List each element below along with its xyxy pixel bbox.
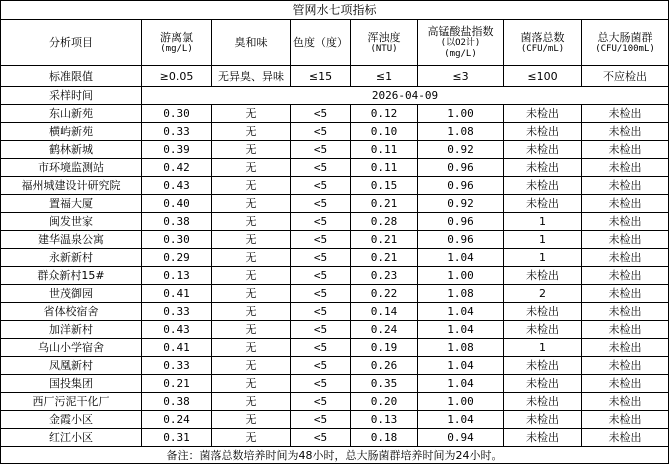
color-cell: <5 <box>291 285 351 303</box>
bacteria-cell: 2 <box>504 285 582 303</box>
site-cell: 世茂御园 <box>1 285 142 303</box>
bacteria-cell: 未检出 <box>504 141 582 159</box>
site-cell: 建华温泉公寓 <box>1 231 142 249</box>
chlorine-cell: 0.43 <box>142 321 212 339</box>
odor-cell: 无 <box>212 231 291 249</box>
coliform-cell: 未检出 <box>582 177 669 195</box>
color-cell: <5 <box>291 429 351 447</box>
site-cell: 横屿新苑 <box>1 123 142 141</box>
header-turbidity-unit: (NTU) <box>370 43 398 54</box>
chlorine-cell: 0.33 <box>142 123 212 141</box>
chlorine-cell: 0.24 <box>142 411 212 429</box>
site-cell: 乌山小学宿舍 <box>1 339 142 357</box>
header-color: 色度（度） <box>291 20 351 66</box>
color-cell: <5 <box>291 267 351 285</box>
site-cell: 凤凰新村 <box>1 357 142 375</box>
turbidity-cell: 0.21 <box>351 231 418 249</box>
header-site: 分析项目 <box>1 20 142 66</box>
coliform-cell: 未检出 <box>582 195 669 213</box>
color-cell: <5 <box>291 375 351 393</box>
turbidity-cell: 0.26 <box>351 357 418 375</box>
permanganate-cell: 0.96 <box>418 177 504 195</box>
chlorine-cell: 0.13 <box>142 267 212 285</box>
table-row <box>1 429 669 447</box>
chlorine-cell: 0.41 <box>142 285 212 303</box>
permanganate-cell: 1.00 <box>418 105 504 123</box>
color-cell: <5 <box>291 141 351 159</box>
color-cell: <5 <box>291 195 351 213</box>
color-cell: <5 <box>291 123 351 141</box>
turbidity-cell: 0.10 <box>351 123 418 141</box>
permanganate-cell: 1.08 <box>418 123 504 141</box>
turbidity-cell: 0.11 <box>351 159 418 177</box>
table-row <box>1 213 669 231</box>
site-cell: 加洋新村 <box>1 321 142 339</box>
site-cell: 西厂污泥干化厂 <box>1 393 142 411</box>
odor-cell: 无 <box>212 429 291 447</box>
color-cell: <5 <box>291 231 351 249</box>
table-row <box>1 375 669 393</box>
site-cell: 群众新村15# <box>1 267 142 285</box>
color-cell: <5 <box>291 411 351 429</box>
permanganate-cell: 1.04 <box>418 321 504 339</box>
table-row <box>1 285 669 303</box>
coliform-cell: 未检出 <box>582 411 669 429</box>
table-row <box>1 195 669 213</box>
turbidity-cell: 0.11 <box>351 141 418 159</box>
standard-bacteria: ≤100 <box>504 66 582 87</box>
odor-cell: 无 <box>212 375 291 393</box>
standard-row <box>1 66 669 87</box>
header-bacteria-unit: (CFU/mL) <box>520 43 565 54</box>
coliform-cell: 未检出 <box>582 339 669 357</box>
chlorine-cell: 0.33 <box>142 357 212 375</box>
permanganate-cell: 1.04 <box>418 249 504 267</box>
table-row <box>1 177 669 195</box>
permanganate-cell: 1.00 <box>418 267 504 285</box>
site-cell: 闽发世家 <box>1 213 142 231</box>
turbidity-cell: 0.35 <box>351 375 418 393</box>
table-row <box>1 303 669 321</box>
permanganate-cell: 1.08 <box>418 339 504 357</box>
turbidity-cell: 0.21 <box>351 249 418 267</box>
site-cell: 福州城建设计研究院 <box>1 177 142 195</box>
chlorine-cell: 0.40 <box>142 195 212 213</box>
odor-cell: 无 <box>212 141 291 159</box>
bacteria-cell: 未检出 <box>504 393 582 411</box>
bacteria-cell: 未检出 <box>504 429 582 447</box>
table-row <box>1 339 669 357</box>
turbidity-cell: 0.20 <box>351 393 418 411</box>
chlorine-cell: 0.21 <box>142 375 212 393</box>
coliform-cell: 未检出 <box>582 105 669 123</box>
table-row <box>1 321 669 339</box>
permanganate-cell: 1.04 <box>418 411 504 429</box>
header-chlorine-unit: (mg/L) <box>160 43 193 54</box>
table-title: 管网水七项指标 <box>1 1 669 20</box>
header-bacteria-label: 菌落总数 <box>520 30 565 44</box>
table-row <box>1 231 669 249</box>
header-permanganate-label: 高锰酸盐指数 <box>427 25 494 38</box>
permanganate-cell: 0.96 <box>418 213 504 231</box>
table-row <box>1 411 669 429</box>
header-chlorine-label: 游离氯 <box>160 30 193 44</box>
odor-cell: 无 <box>212 195 291 213</box>
odor-cell: 无 <box>212 303 291 321</box>
odor-cell: 无 <box>212 393 291 411</box>
bacteria-cell: 未检出 <box>504 411 582 429</box>
site-cell: 金霞小区 <box>1 411 142 429</box>
chlorine-cell: 0.38 <box>142 213 212 231</box>
color-cell: <5 <box>291 357 351 375</box>
table-row <box>1 357 669 375</box>
bacteria-cell: 未检出 <box>504 159 582 177</box>
bacteria-cell: 未检出 <box>504 303 582 321</box>
table-row <box>1 159 669 177</box>
coliform-cell: 未检出 <box>582 375 669 393</box>
coliform-cell: 未检出 <box>582 303 669 321</box>
chlorine-cell: 0.30 <box>142 105 212 123</box>
odor-cell: 无 <box>212 321 291 339</box>
standard-permanganate: ≤3 <box>418 66 504 87</box>
turbidity-cell: 0.18 <box>351 429 418 447</box>
bacteria-cell: 未检出 <box>504 177 582 195</box>
table-row <box>1 393 669 411</box>
header-permanganate-sub: (以O2计) <box>440 38 481 48</box>
coliform-cell: 未检出 <box>582 231 669 249</box>
bacteria-cell: 未检出 <box>504 267 582 285</box>
table-row <box>1 249 669 267</box>
bacteria-cell: 未检出 <box>504 321 582 339</box>
bacteria-cell: 未检出 <box>504 195 582 213</box>
sampling-label: 采样时间 <box>1 87 142 105</box>
standard-label: 标准限值 <box>1 66 142 87</box>
odor-cell: 无 <box>212 285 291 303</box>
permanganate-cell: 0.92 <box>418 195 504 213</box>
permanganate-cell: 1.04 <box>418 303 504 321</box>
title-row <box>1 1 669 20</box>
header-chlorine <box>142 20 212 66</box>
bacteria-cell: 未检出 <box>504 123 582 141</box>
header-permanganate <box>418 20 504 66</box>
bacteria-cell: 未检出 <box>504 357 582 375</box>
site-cell: 市环境监测站 <box>1 159 142 177</box>
chlorine-cell: 0.42 <box>142 159 212 177</box>
color-cell: <5 <box>291 303 351 321</box>
sampling-date: 2026-04-09 <box>142 87 669 105</box>
bacteria-cell: 1 <box>504 339 582 357</box>
coliform-cell: 未检出 <box>582 123 669 141</box>
site-cell: 置福大厦 <box>1 195 142 213</box>
bacteria-cell: 1 <box>504 231 582 249</box>
odor-cell: 无 <box>212 339 291 357</box>
coliform-cell: 未检出 <box>582 393 669 411</box>
chlorine-cell: 0.41 <box>142 339 212 357</box>
chlorine-cell: 0.33 <box>142 303 212 321</box>
permanganate-cell: 0.96 <box>418 159 504 177</box>
site-cell: 鹤林新城 <box>1 141 142 159</box>
header-permanganate-unit: (mg/L) <box>444 49 477 59</box>
turbidity-cell: 0.19 <box>351 339 418 357</box>
coliform-cell: 未检出 <box>582 321 669 339</box>
header-odor: 臭和味 <box>212 20 291 66</box>
site-cell: 永新新村 <box>1 249 142 267</box>
odor-cell: 无 <box>212 105 291 123</box>
site-cell: 省体校宿舍 <box>1 303 142 321</box>
odor-cell: 无 <box>212 411 291 429</box>
coliform-cell: 未检出 <box>582 213 669 231</box>
color-cell: <5 <box>291 213 351 231</box>
permanganate-cell: 1.04 <box>418 357 504 375</box>
header-coliform-label: 总大肠菌群 <box>597 30 653 44</box>
odor-cell: 无 <box>212 213 291 231</box>
coliform-cell: 未检出 <box>582 357 669 375</box>
turbidity-cell: 0.21 <box>351 195 418 213</box>
odor-cell: 无 <box>212 249 291 267</box>
color-cell: <5 <box>291 339 351 357</box>
odor-cell: 无 <box>212 177 291 195</box>
permanganate-cell: 1.08 <box>418 285 504 303</box>
permanganate-cell: 0.94 <box>418 429 504 447</box>
site-cell: 国投集团 <box>1 375 142 393</box>
coliform-cell: 未检出 <box>582 141 669 159</box>
odor-cell: 无 <box>212 159 291 177</box>
color-cell: <5 <box>291 321 351 339</box>
coliform-cell: 未检出 <box>582 429 669 447</box>
turbidity-cell: 0.24 <box>351 321 418 339</box>
coliform-cell: 未检出 <box>582 285 669 303</box>
permanganate-cell: 1.04 <box>418 375 504 393</box>
color-cell: <5 <box>291 249 351 267</box>
bacteria-cell: 1 <box>504 249 582 267</box>
table-note: 备注：菌落总数培养时间为48小时，总大肠菌群培养时间为24小时。 <box>1 447 669 464</box>
coliform-cell: 未检出 <box>582 267 669 285</box>
bacteria-cell: 未检出 <box>504 375 582 393</box>
standard-odor: 无异臭、异味 <box>212 66 291 87</box>
header-coliform <box>582 20 669 66</box>
coliform-cell: 未检出 <box>582 249 669 267</box>
chlorine-cell: 0.39 <box>142 141 212 159</box>
chlorine-cell: 0.30 <box>142 231 212 249</box>
turbidity-cell: 0.13 <box>351 411 418 429</box>
color-cell: <5 <box>291 105 351 123</box>
standard-chlorine: ≥0.05 <box>142 66 212 87</box>
table-row <box>1 123 669 141</box>
chlorine-cell: 0.29 <box>142 249 212 267</box>
site-cell: 红江小区 <box>1 429 142 447</box>
table-row <box>1 105 669 123</box>
table-row <box>1 267 669 285</box>
bacteria-cell: 1 <box>504 213 582 231</box>
turbidity-cell: 0.15 <box>351 177 418 195</box>
header-row <box>1 20 669 66</box>
header-turbidity <box>351 20 418 66</box>
turbidity-cell: 0.23 <box>351 267 418 285</box>
turbidity-cell: 0.14 <box>351 303 418 321</box>
color-cell: <5 <box>291 159 351 177</box>
color-cell: <5 <box>291 177 351 195</box>
standard-color: ≤15 <box>291 66 351 87</box>
turbidity-cell: 0.12 <box>351 105 418 123</box>
chlorine-cell: 0.38 <box>142 393 212 411</box>
turbidity-cell: 0.22 <box>351 285 418 303</box>
sampling-row <box>1 87 669 105</box>
odor-cell: 无 <box>212 123 291 141</box>
header-turbidity-label: 浑浊度 <box>367 30 401 44</box>
color-cell: <5 <box>291 393 351 411</box>
chlorine-cell: 0.43 <box>142 177 212 195</box>
standard-coliform: 不应检出 <box>582 66 669 87</box>
coliform-cell: 未检出 <box>582 159 669 177</box>
note-row <box>1 447 669 464</box>
header-coliform-unit: (CFU/100mL) <box>595 43 655 54</box>
site-cell: 东山新苑 <box>1 105 142 123</box>
chlorine-cell: 0.31 <box>142 429 212 447</box>
table-row <box>1 141 669 159</box>
permanganate-cell: 0.92 <box>418 141 504 159</box>
odor-cell: 无 <box>212 267 291 285</box>
permanganate-cell: 1.00 <box>418 393 504 411</box>
standard-turbidity: ≤1 <box>351 66 418 87</box>
odor-cell: 无 <box>212 357 291 375</box>
header-bacteria <box>504 20 582 66</box>
bacteria-cell: 未检出 <box>504 105 582 123</box>
turbidity-cell: 0.28 <box>351 213 418 231</box>
permanganate-cell: 0.96 <box>418 231 504 249</box>
